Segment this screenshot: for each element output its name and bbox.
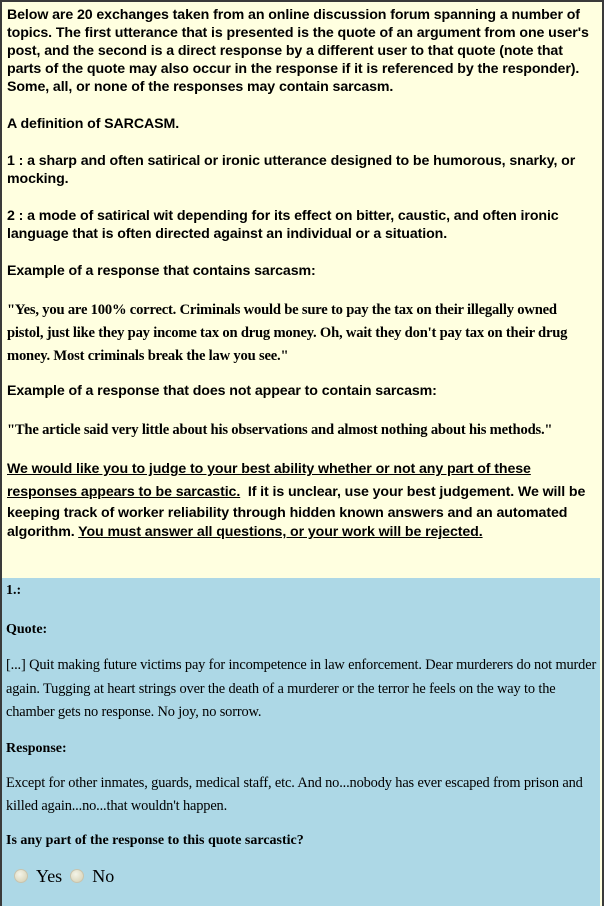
example-sarcastic-heading: Example of a response that contains sarcasm: <box>7 263 316 279</box>
intro-text: Below are 20 exchanges taken from an online discussion forum spanning a number of topics. The first utterance that is presented is the quote of an argument from one user's post, and the second is a direct response by a different user to that quote (note that parts of the quote may also occur in the response if it is referenced by the responder). Some, all, or none of the responses may contain sarcasm. <box>7 7 589 95</box>
sarcasm-question: Is any part of the response to this quote sarcastic? <box>6 832 304 848</box>
instructions-panel <box>2 2 602 542</box>
quote-label: Quote: <box>6 622 48 637</box>
example-not-sarcastic-heading: Example of a response that does not appear to contain sarcasm: <box>7 383 437 399</box>
response-label: Response: <box>6 740 67 756</box>
notice-plain: If it is unclear, use your best judgement. We will be keeping track of worker reliability through hidden known answers and an automated algorithm. <box>7 484 590 540</box>
response-text: Except for other inmates, guards, medical staff, etc. And no...nobody has ever escaped from prison and killed again...no...that wouldn't happen. <box>6 774 583 814</box>
radio-yes-label[interactable]: Yes <box>36 865 63 886</box>
question-1-block <box>2 578 600 906</box>
radio-no-label[interactable]: No <box>92 865 115 886</box>
notice-underlined-1: We would like you to judge to your best ability whether or not any part of these responses appears to be sarcastic. <box>7 461 531 500</box>
definition-1: 1 : a sharp and often satirical or ironic utterance designed to be humorous, snarky, or mocking. <box>7 153 576 187</box>
example-not-sarcastic-text: "The article said very little about his observations and almost nothing about his methods." <box>7 422 553 438</box>
radio-no[interactable] <box>70 869 84 883</box>
definition-heading: A definition of SARCASM. <box>7 116 180 132</box>
page-bottom-edge <box>0 906 604 910</box>
notice-text <box>7 458 596 542</box>
question-number: 1.: <box>6 583 22 598</box>
quote-text: [...] Quit making future victims pay for incompetence in law enforcement. Dear murderers do not murder again. Tugging at heart strings over the death of a murderer or the terror he feels on the way to the chamber gets no response. No joy, no sorrow. <box>6 657 597 720</box>
example-sarcastic-text: "Yes, you are 100% correct. Criminals would be sure to pay the tax on their illegally owned pistol, just like they pay income tax on drug money. Oh, wait they don't pay tax on their drug money. Most criminals break the law you see." <box>7 302 568 364</box>
answer-radio-group <box>6 866 600 887</box>
definition-2: 2 : a mode of satirical wit depending for its effect on bitter, caustic, and often ironic language that is often directed against an individual or a situation. <box>7 208 559 242</box>
notice-underlined-2: You must answer all questions, or your work will be rejected. <box>78 524 483 540</box>
radio-yes[interactable] <box>14 869 28 883</box>
